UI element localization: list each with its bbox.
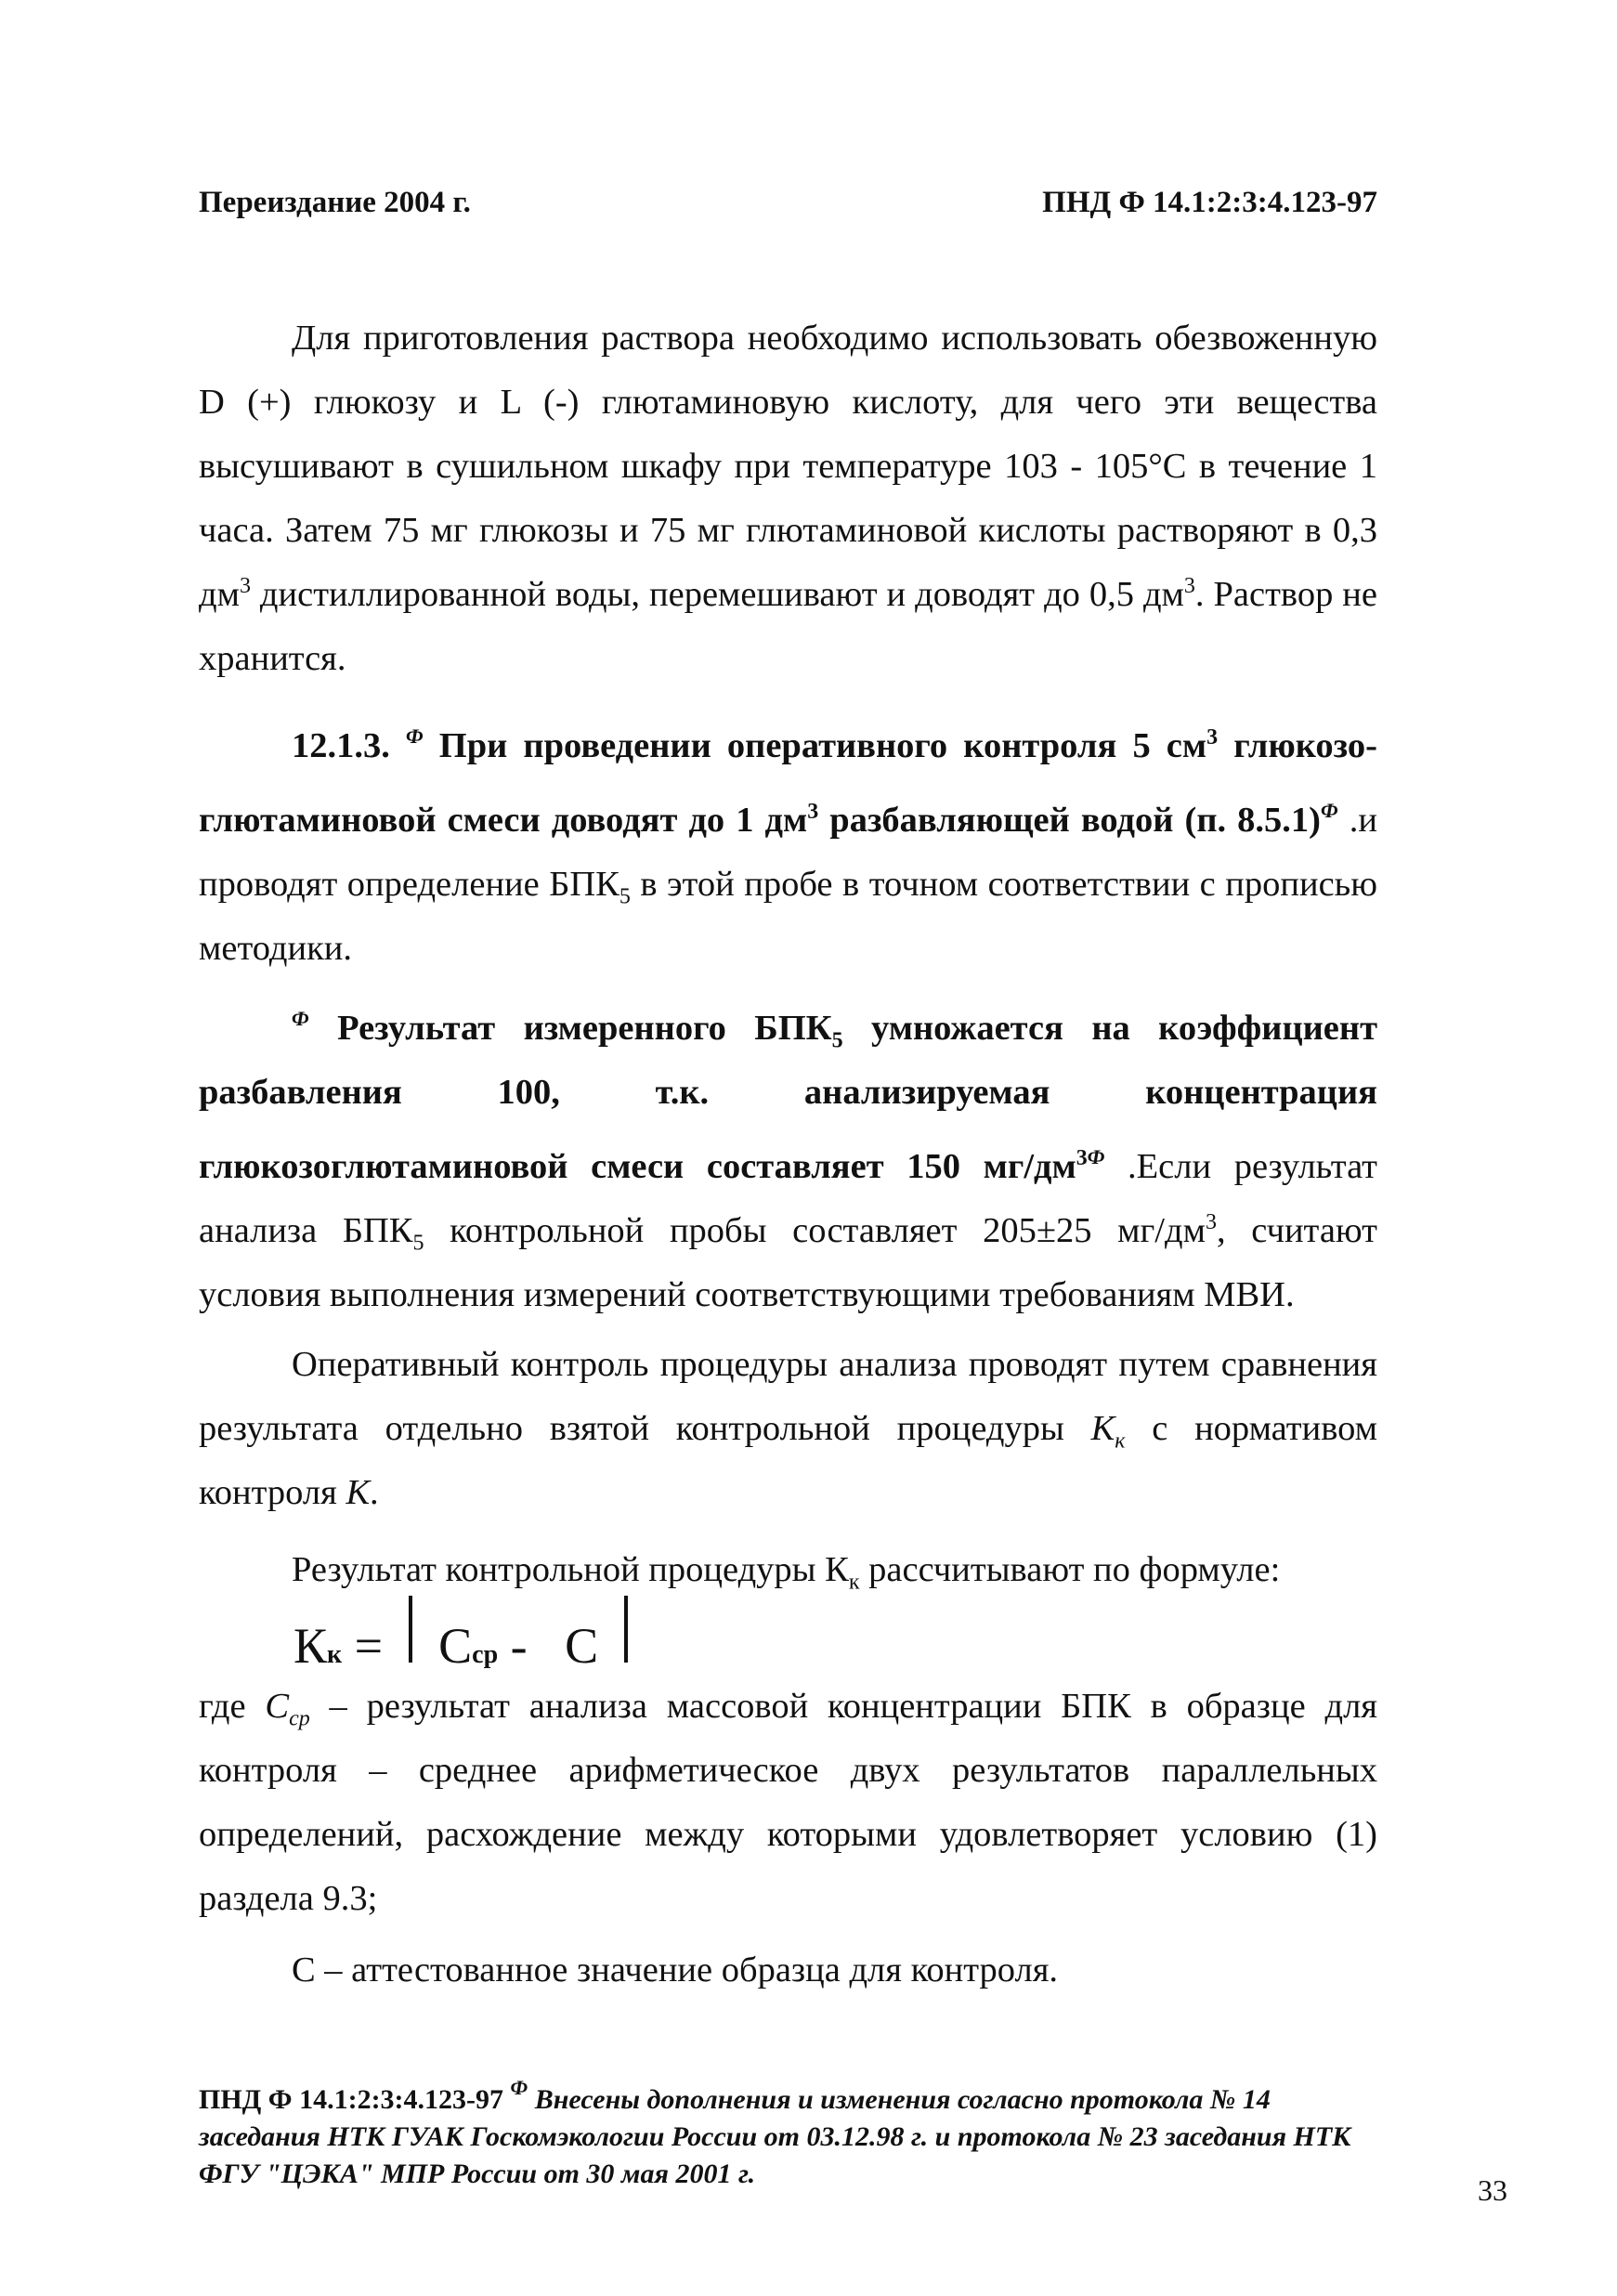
paragraph-operative-procedure: Оперативный контроль процедуры анализа проводят путем сравнения результата отдельно взятой контрольной процедуры $К_к$ с нормативом контроля К. [199,1345,1378,1512]
paragraph-c-definition: С – аттестованное значение образца для контроля. [292,1950,1059,1989]
section-number: 12.1.3. [292,726,390,765]
header-edition: Переиздание 2004 г. [199,186,471,219]
change-mark-icon: Ф [510,2076,528,2099]
change-mark-icon: Ф [1087,1145,1105,1168]
footnote [199,2069,1377,2193]
footnote-doc-code: ПНД Ф 14.1:2:3:4.123-97 [199,2084,504,2115]
section-12-1-3 [199,704,1377,1602]
paragraph-result-multiplier: $^Ф$ Результат измеренного $БПК_5$ умножается на коэффициент разбавления 100, т.к. анализируемая концентрация глюкозоглютаминовой смеси составляет 150 $мг/дм^{3Ф}$ .Если результат анализа $БПК_5$ контрольной пробы составляет 205±25 $мг/дм^3$, считают условия выполнения измерений соответствующими требованиям МВИ. [199,1007,1378,1314]
formula-explanation [199,1675,1377,2002]
paragraph-operative-control: 12.1.3. $^Ф$ При проведении оперативного контроля 5 $см^3$ глюкозо-глютаминовой смеси доводят до 1 $дм^3$ разбавляющей водой (п. 8.5.1)$^Ф$ .и проводят определение $БПК_5$ в этой пробе в точном соответствии с прописью методики. [199,724,1377,968]
paragraph-where-cavg: где $С_{ср}$ – результат анализа массовой концентрации БПК в образце для контроля – среднее арифметическое двух результатов параллельных определений, расхождение между которыми удовлетворяет условию (1) раздела 9.3; [199,1687,1378,1918]
abs-bar-right [624,1596,628,1663]
formula-kk: К к = С ср - С [293,1596,654,1675]
main-text [199,307,1377,691]
change-mark-icon: Ф [405,724,424,748]
change-mark-icon: Ф [1321,799,1338,822]
footnote-text: Внесены дополнения и изменения согласно протокола № 14 заседания НТК ГУАК Госкомэкологии России от 03.12.98 г. и протокола № 23 заседания НТК ФГУ "ЦЭКА" МПР России от 30 мая 2001 г. [199,2084,1351,2189]
page-number: 33 [1478,2173,1507,2207]
paragraph-formula-intro: Результат контрольной процедуры $К_к$ рассчитывают по формуле: [292,1550,1281,1595]
header-doc-code: ПНД Ф 14.1:2:3:4.123-97 [1042,186,1377,219]
abs-bar-left [409,1596,412,1663]
change-mark-icon: Ф [292,1007,309,1030]
paragraph-preparation: Для приготовления раствора необходимо использовать обезвоженную D (+) глюкозу и L (-) глютаминовую кислоту, для чего эти вещества высушивают в сушильном шкафу при температуре 103 - 105°С в течение 1 часа. Затем 75 мг глюкозы и 75 мг глютаминовой кислоты растворяют в 0,3 $дм^3$ дистиллированной воды, перемешивают и доводят до 0,5 $дм^3$. Раствор не хранится. [199,319,1377,678]
